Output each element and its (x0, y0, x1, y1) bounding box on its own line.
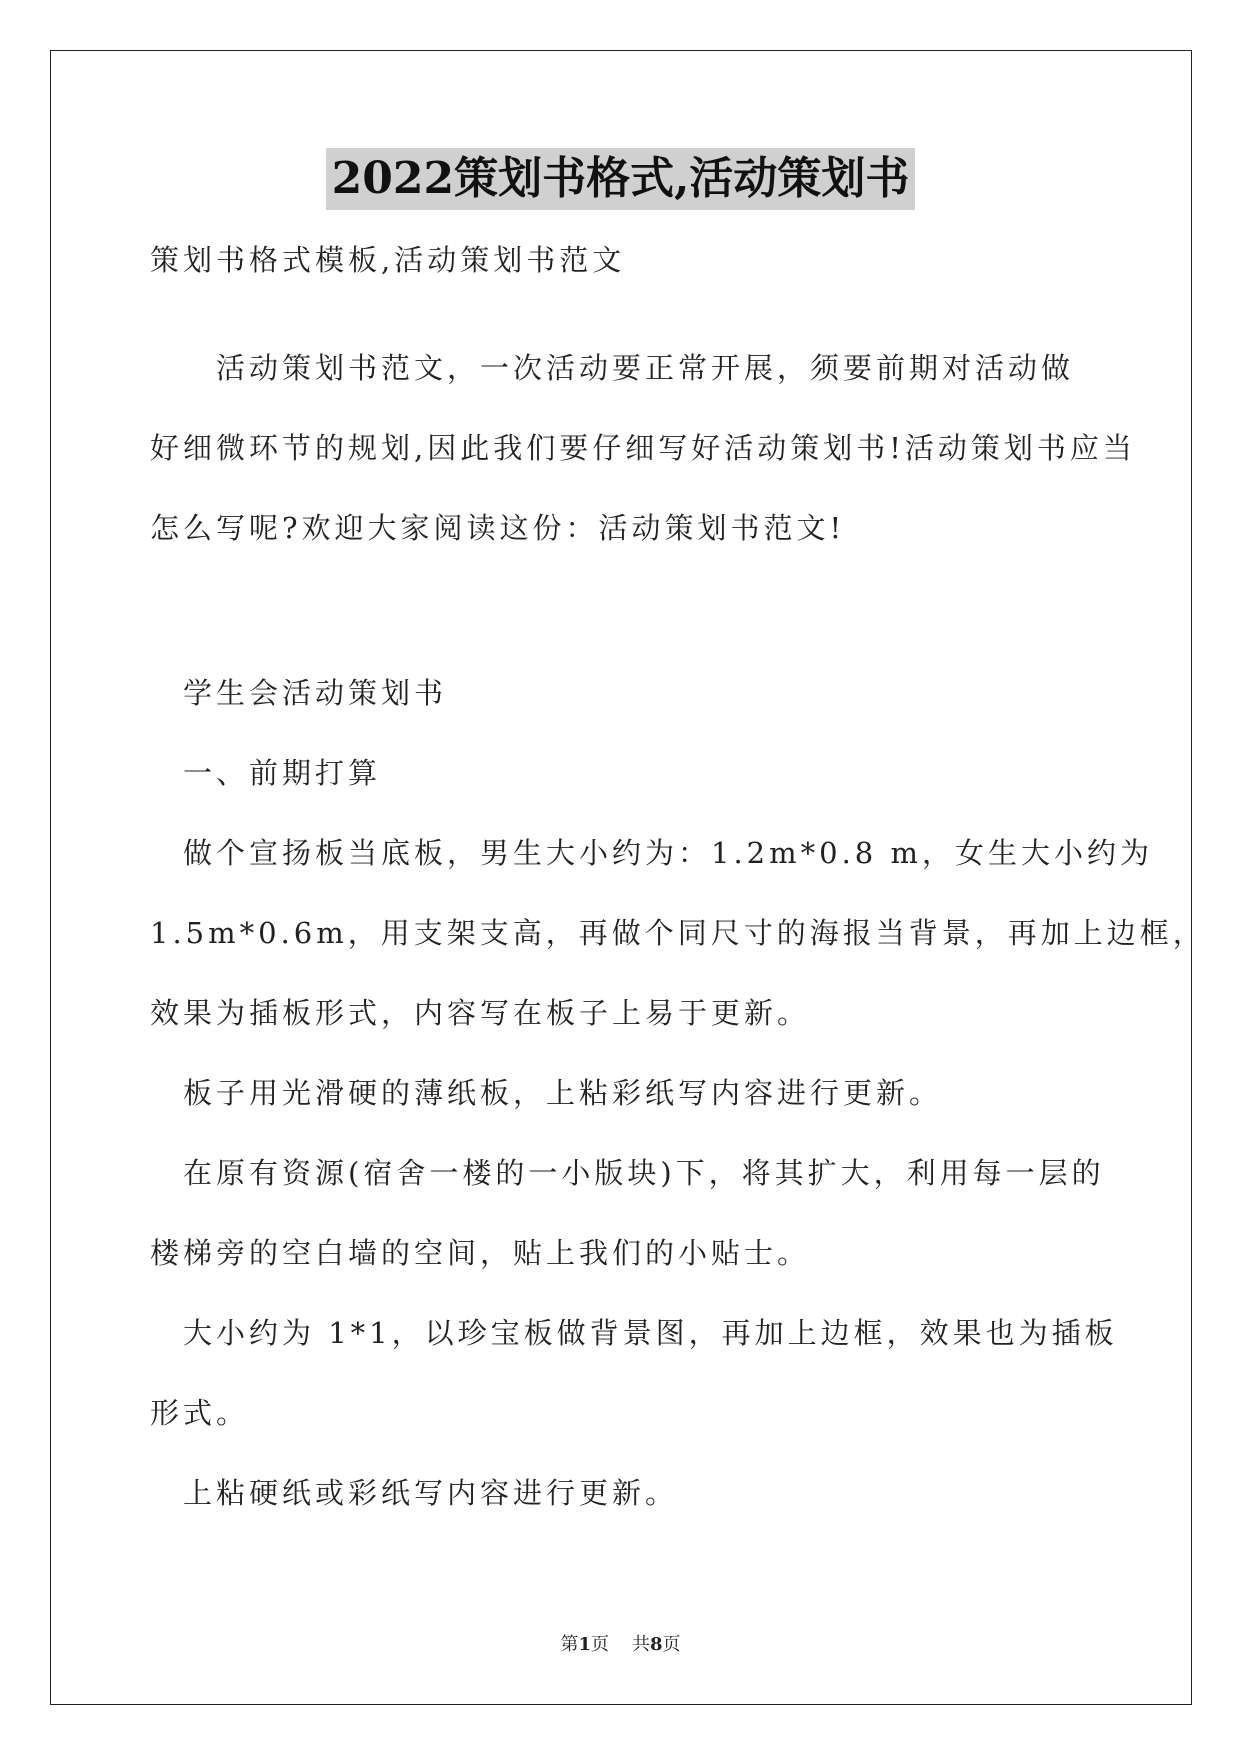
section-heading: 一、前期打算 (150, 756, 382, 790)
page-border (50, 50, 1192, 1705)
page-current: 1 (578, 1634, 592, 1655)
section-heading: 学生会活动策划书 (150, 676, 448, 710)
body-line: 活动策划书范文，一次活动要正常开展，须要前期对活动做 (150, 351, 1075, 385)
page-footer (0, 1630, 1241, 1656)
page-suffix: 页 (591, 1634, 610, 1655)
total-suffix: 页 (662, 1634, 681, 1655)
document-title: 2022策划书格式,活动策划书 (326, 148, 916, 210)
body-line: 形式。 (150, 1396, 250, 1430)
body-line: 上粘硬纸或彩纸写内容进行更新。 (150, 1476, 679, 1510)
body-line: 效果为插板形式，内容写在板子上易于更新。 (150, 996, 811, 1030)
body-line: 1.5m*0.6m，用支架支高，再做个同尺寸的海报当背景，再加上边框， (150, 916, 1206, 950)
title-container (0, 148, 1241, 210)
page-total: 8 (649, 1634, 663, 1655)
body-line: 楼梯旁的空白墙的空间，贴上我们的小贴士。 (150, 1236, 811, 1270)
subtitle-line: 策划书格式模板,活动策划书范文 (150, 243, 626, 277)
total-prefix: 共 (631, 1634, 650, 1655)
body-line: 好细微环节的规划,因此我们要仔细写好活动策划书!活动策划书应当 (150, 431, 1136, 465)
body-line: 大小约为 1*1，以珍宝板做背景图，再加上边框，效果也为插板 (150, 1316, 1118, 1350)
body-line: 做个宣扬板当底板，男生大小约为：1.2m*0.8 m，女生大小约为 (150, 836, 1153, 870)
body-line: 板子用光滑硬的薄纸板，上粘彩纸写内容进行更新。 (150, 1076, 943, 1110)
page-prefix: 第 (560, 1634, 579, 1655)
body-line: 怎么写呢?欢迎大家阅读这份：活动策划书范文! (150, 511, 846, 545)
body-line: 在原有资源(宿舍一楼的一小版块)下，将其扩大，利用每一层的 (150, 1156, 1105, 1190)
